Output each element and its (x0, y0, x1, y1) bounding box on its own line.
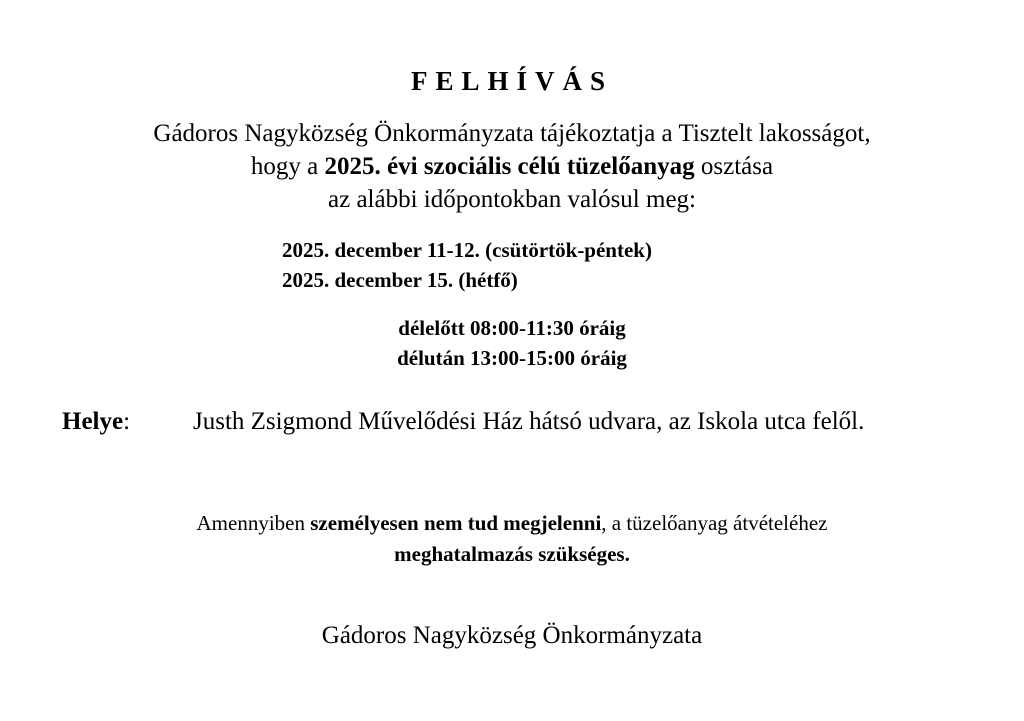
time-item: délután 13:00-15:00 óráig (397, 346, 627, 370)
notice-bold-2: meghatalmazás szükséges. (394, 542, 630, 566)
document-title: FELHÍVÁS (410, 66, 614, 96)
notice-line-2 (0, 539, 1024, 570)
notice-bold-1: személyesen nem tud megjelenni (310, 511, 602, 535)
date-item: 2025. december 15. (hétfő) (282, 268, 518, 292)
intro-highlight: 2025. évi szociális célú tüzelőanyag (324, 153, 695, 180)
place-label-colon: : (123, 408, 131, 435)
time-item: délelőtt 08:00-11:30 óráig (398, 316, 626, 340)
notice-paragraph (0, 508, 1024, 570)
intro-line-2-suffix: osztása (694, 153, 774, 180)
intro-line-3: az alábbi időpontokban valósul meg: (328, 186, 696, 213)
date-item: 2025. december 11-12. (csütörtök-péntek) (282, 238, 652, 262)
notice-middle: , a tüzelőanyag átvételéhez (601, 511, 828, 535)
place-text: Justh Zsigmond Művelődési Ház hátsó udvara, az Iskola utca felől. (193, 408, 865, 435)
notice-prefix: Amennyiben (196, 511, 311, 535)
intro-line-2-prefix: hogy a (250, 153, 325, 180)
place-label-text: Helye (62, 408, 124, 435)
dates-list (282, 235, 652, 295)
signature: Gádoros Nagyközség Önkormányzata (321, 622, 703, 649)
notice-line-1 (0, 508, 1024, 539)
intro-line-1: Gádoros Nagyközség Önkormányzata tájékoztatja a Tisztelt lakosságot, (153, 120, 871, 147)
place-label (62, 405, 130, 438)
times-list (0, 313, 1024, 373)
intro-line-2 (0, 150, 1024, 183)
intro-paragraph (0, 117, 1024, 216)
